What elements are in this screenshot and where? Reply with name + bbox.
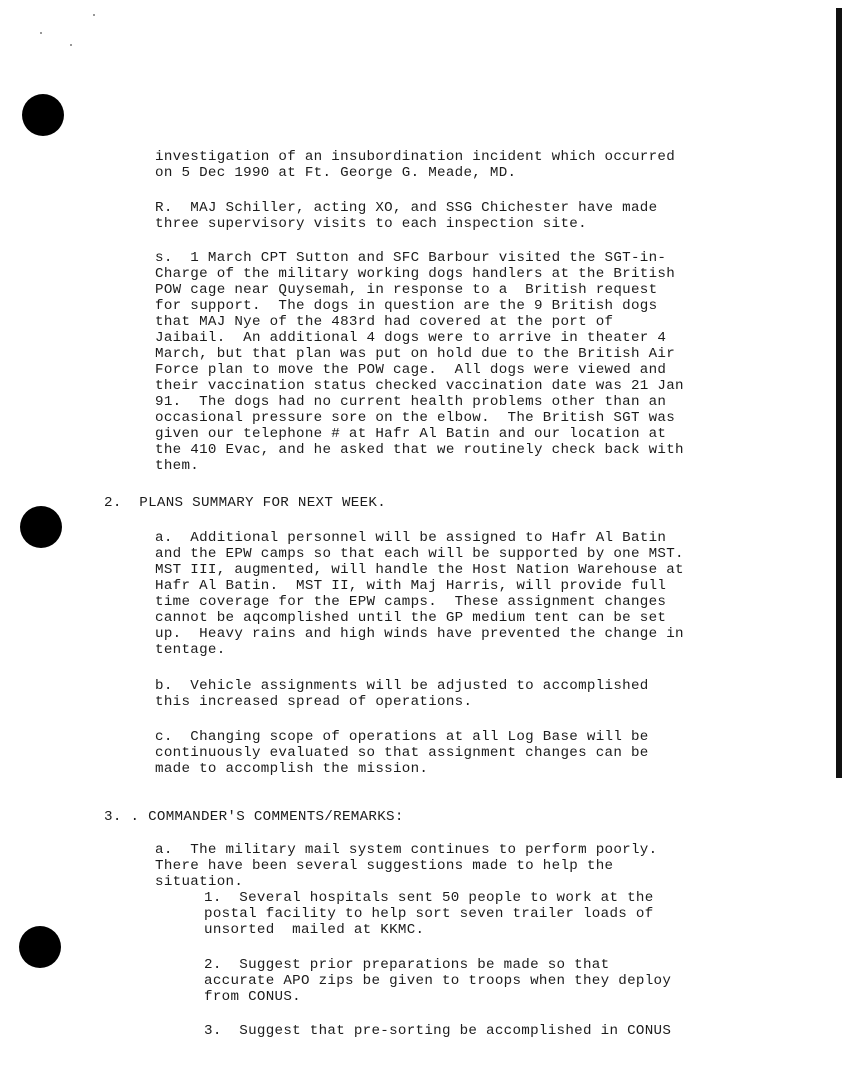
body-line: investigation of an insubordination incident which occurred — [155, 149, 676, 165]
body-line: Jaibail. An additional 4 dogs were to arrive in theater 4 — [155, 330, 667, 346]
body-line: up. Heavy rains and high winds have prevented the change in — [155, 626, 684, 642]
margin-rule — [836, 8, 842, 778]
body-line: s. 1 March CPT Sutton and SFC Barbour visited the SGT-in- — [155, 250, 667, 266]
body-line: from CONUS. — [204, 989, 301, 1005]
body-line: that MAJ Nye of the 483rd had covered at the port of — [155, 314, 614, 330]
body-line: 2. Suggest prior preparations be made so that — [204, 957, 610, 973]
body-line: for support. The dogs in question are the 9 British dogs — [155, 298, 658, 314]
body-line: accurate APO zips be given to troops when they deploy — [204, 973, 672, 989]
section-heading: 3. . COMMANDER'S COMMENTS/REMARKS: — [104, 809, 404, 825]
body-line: their vaccination status checked vaccination date was 21 Jan — [155, 378, 684, 394]
body-line: given our telephone # at Hafr Al Batin and our location at — [155, 426, 667, 442]
section-heading: 2. PLANS SUMMARY FOR NEXT WEEK. — [104, 495, 387, 511]
body-line: occasional pressure sore on the elbow. The British SGT was — [155, 410, 676, 426]
body-line: three supervisory visits to each inspection site. — [155, 216, 587, 232]
body-line: this increased spread of operations. — [155, 694, 473, 710]
body-line: MST III, augmented, will handle the Host Nation Warehouse at — [155, 562, 684, 578]
punch-hole-middle — [20, 506, 62, 548]
body-line: Force plan to move the POW cage. All dogs were viewed and — [155, 362, 667, 378]
body-line: 3. Suggest that pre-sorting be accomplished in CONUS — [204, 1023, 672, 1039]
body-line: continuously evaluated so that assignment changes can be — [155, 745, 649, 761]
body-line: the 410 Evac, and he asked that we routinely check back with — [155, 442, 684, 458]
body-line: and the EPW camps so that each will be supported by one MST. — [155, 546, 684, 562]
body-line: There have been several suggestions made to help the — [155, 858, 614, 874]
body-line: 1. Several hospitals sent 50 people to work at the — [204, 890, 654, 906]
scan-speck — [40, 32, 42, 34]
body-line: March, but that plan was put on hold due to the British Air — [155, 346, 676, 362]
body-line: POW cage near Quysemah, in response to a British request — [155, 282, 658, 298]
body-line: tentage. — [155, 642, 226, 658]
body-line: a. The military mail system continues to perform poorly. — [155, 842, 658, 858]
body-line: b. Vehicle assignments will be adjusted to accomplished — [155, 678, 649, 694]
body-line: Hafr Al Batin. MST II, with Maj Harris, will provide full — [155, 578, 667, 594]
body-line: made to accomplish the mission. — [155, 761, 429, 777]
body-line: them. — [155, 458, 200, 474]
body-line: time coverage for the EPW camps. These assignment changes — [155, 594, 667, 610]
body-line: unsorted mailed at KKMC. — [204, 922, 425, 938]
body-line: Charge of the military working dogs handlers at the British — [155, 266, 676, 282]
punch-hole-bottom — [19, 926, 61, 968]
body-line: 91. The dogs had no current health problems other than an — [155, 394, 667, 410]
body-line: postal facility to help sort seven trailer loads of — [204, 906, 654, 922]
punch-hole-top — [22, 94, 64, 136]
body-line: situation. — [155, 874, 244, 890]
body-line: R. MAJ Schiller, acting XO, and SSG Chichester have made — [155, 200, 658, 216]
scan-speck — [70, 44, 72, 46]
body-line: cannot be aqcomplished until the GP medium tent can be set — [155, 610, 667, 626]
body-line: on 5 Dec 1990 at Ft. George G. Meade, MD. — [155, 165, 517, 181]
scan-speck — [93, 14, 95, 16]
body-line: c. Changing scope of operations at all Log Base will be — [155, 729, 649, 745]
body-line: a. Additional personnel will be assigned to Hafr Al Batin — [155, 530, 667, 546]
